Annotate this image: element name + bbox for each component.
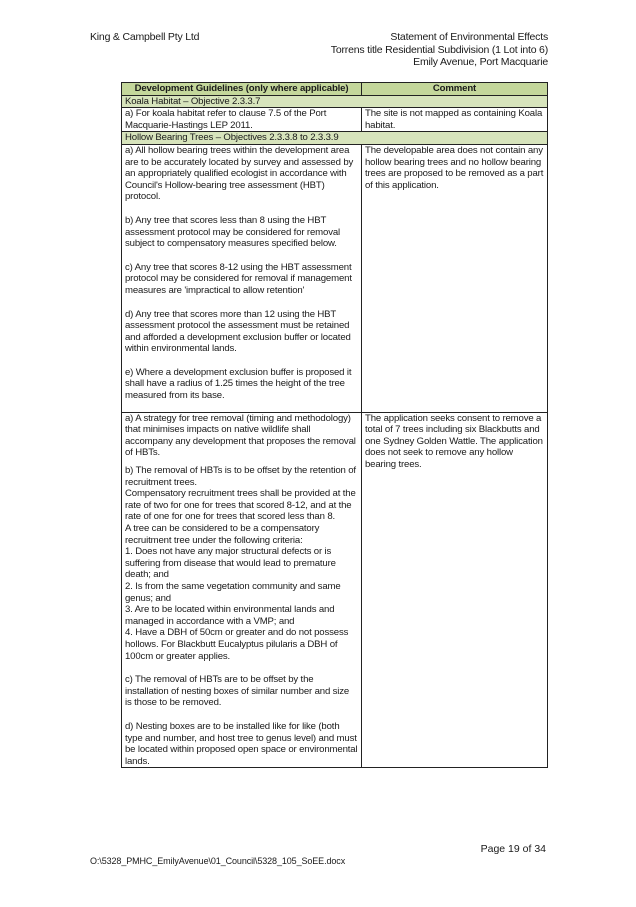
guideline-text: Compensatory recruitment trees shall be provided at the rate of two for one for trees that scored 8-12, and at the rate of one for one for trees that scored less than 8. [125,488,356,523]
guideline-text: A tree can be considered to be a compensatory recruitment tree under the following criteria: [125,523,320,546]
table-row [122,412,548,768]
column-header-guidelines: Development Guidelines (only where applicable) [122,83,362,96]
document-location: Emily Avenue, Port Macquarie [413,56,548,69]
guideline-text: c) The removal of HBTs are to be offset by the installation of nesting boxes of similar number and size is those to be removed. [125,674,350,709]
guideline-text: b) Any tree that scores less than 8 using the HBT assessment protocol may be considered for removal subject to compensatory measures specified below. [125,214,341,250]
section-title-hollow-bearing-trees: Hollow Bearing Trees – Objectives 2.3.3.8 to 2.3.3.9 [122,132,548,145]
guideline-text: d) Any tree that scores more than 12 using the HBT assessment protocol the assessment must be retained and afforded a development exclusion buffer or located within environmental lands. [125,308,351,355]
comment-cell: The developable area does not contain any hollow bearing trees and no hollow bearing trees are proposed to be removed as a part of this application. [362,144,548,412]
column-header-comment: Comment [362,83,548,96]
company-name: King & Campbell Pty Ltd [90,31,200,43]
table-header-row [122,83,548,96]
section-header-row [122,132,548,145]
comment-cell: The site is not mapped as containing Koala habitat. [362,108,548,132]
guideline-text: e) Where a development exclusion buffer is proposed it shall have a radius of 1.25 times the height of the tree measured from its base. [125,366,352,402]
document-title-block [331,31,548,69]
guideline-cell [122,144,362,412]
document-title: Statement of Environmental Effects [390,31,548,43]
guideline-text: a) All hollow bearing trees within the development area are to be accurately located by survey and assessed by an appropriately qualified ecologist in accordance with Council's Hollow-bearing tree assessment (HBT) protocol. [125,144,354,203]
guideline-cell [122,412,362,768]
guideline-text: a) A strategy for tree removal (timing and methodology) that minimises impacts on native wildlife shall accompany any development that proposes the removal of HBTs. [125,412,356,459]
section-header-row [122,95,548,108]
page-number: Page 19 of 34 [480,843,546,855]
guideline-text: 3. Are to be located within environmental lands and managed in accordance with a VMP; and [125,604,335,627]
document-subtitle: Torrens title Residential Subdivision (1 Lot into 6) [330,43,548,56]
guideline-text: a) For koala habitat refer to clause 7.5 of the Port Macquarie-Hastings LEP 2011. [125,108,327,131]
table-row [122,144,548,412]
guideline-text: c) Any tree that scores 8-12 using the HBT assessment protocol may be considered for removal if management measures are 'impractical to allow retention' [125,261,352,296]
guideline-text: 4. Have a DBH of 50cm or greater and do not possess hollows. For Blackbutt Eucalyptus pilularis a DBH of 100cm or greater applies. [125,627,349,662]
section-title-koala: Koala Habitat – Objective 2.3.3.7 [122,95,548,108]
file-path: O:\5328_PMHC_EmilyAvenue\01_Council\5328_105_SoEE.docx [90,856,346,866]
guideline-text: 1. Does not have any major structural defects or is suffering from disease that would lead to premature death; and [125,546,336,581]
guideline-text: 2. Is from the same vegetation community and same genus; and [125,580,341,604]
guidelines-table [121,82,548,768]
guideline-text: b) The removal of HBTs is to be offset by the retention of recruitment trees. [125,465,356,488]
comment-cell: The application seeks consent to remove a total of 7 trees including six Blackbutts and one Sydney Golden Wattle. The application does not seek to remove any hollow bearing trees. [362,412,548,768]
table-row [122,108,548,132]
guideline-cell [122,108,362,132]
guideline-text: d) Nesting boxes are to be installed like for like (both type and number, and host tree to genus level) and must be located within proposed open space or environmental lands. [125,720,358,767]
